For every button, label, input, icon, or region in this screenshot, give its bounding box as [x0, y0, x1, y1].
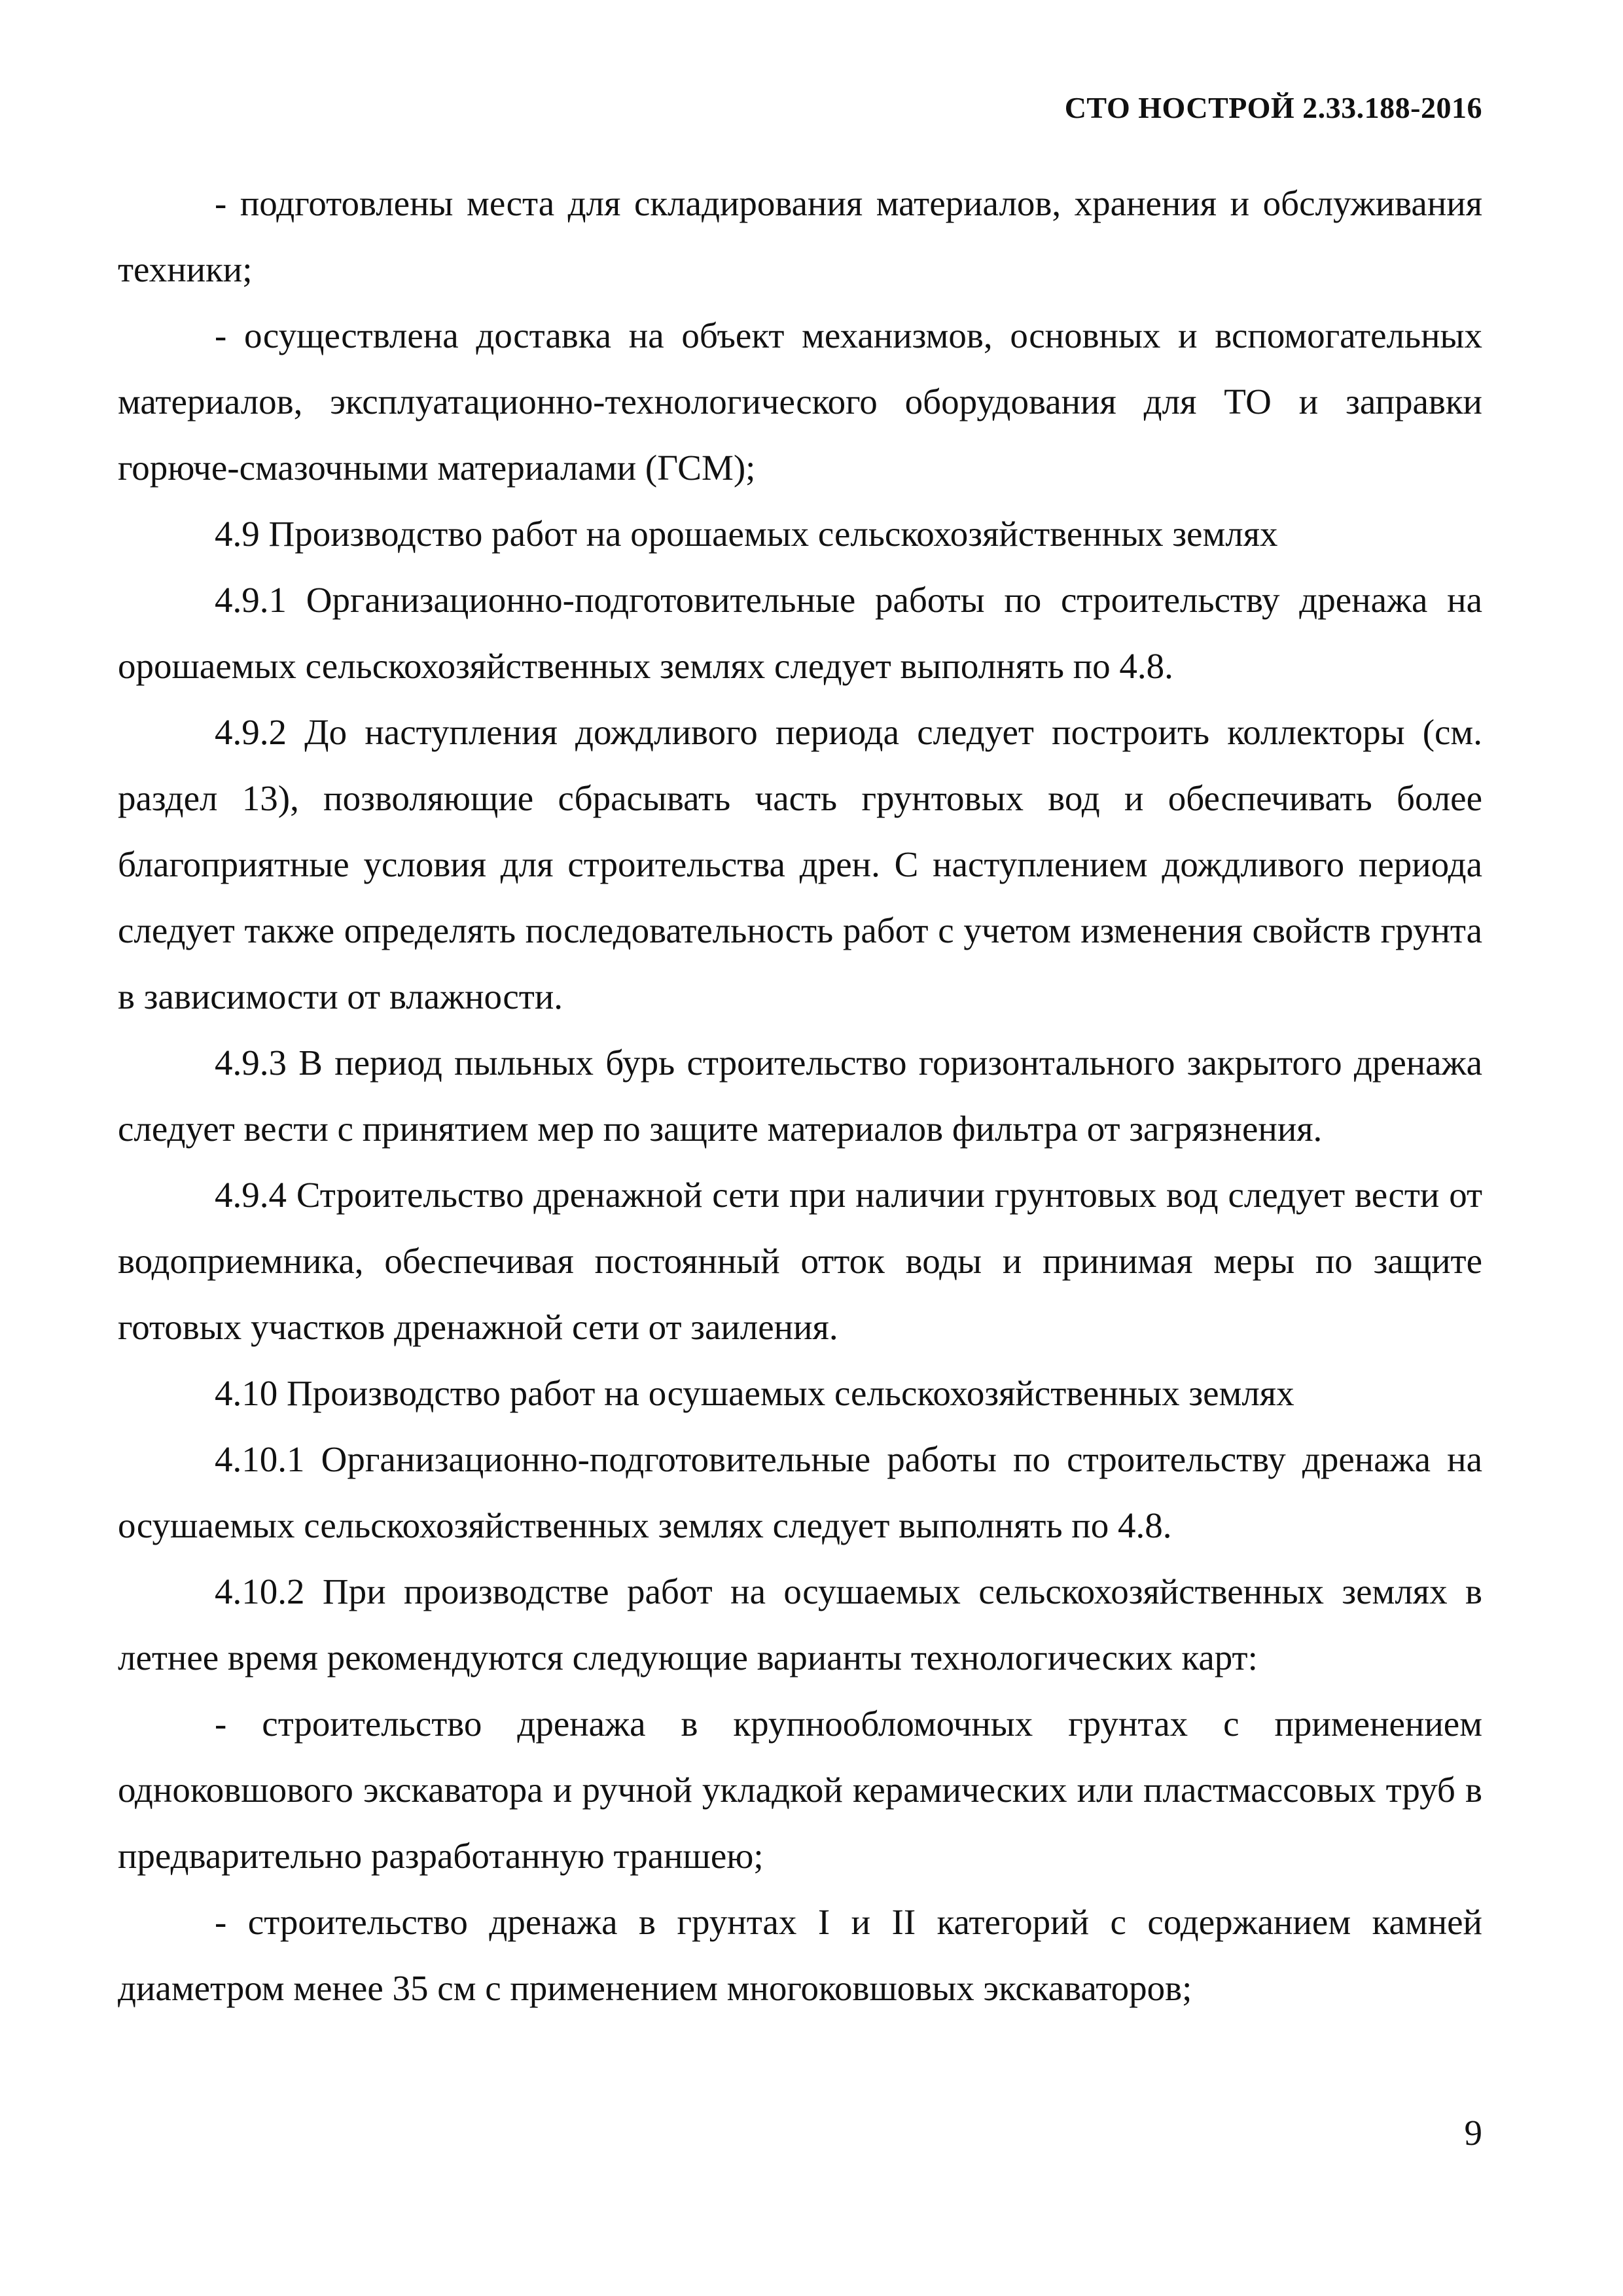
paragraph-delivery: - осуществлена доставка на объект механизмов, основных и вспомогательных материалов, эксплуатационно-технологического оборудования для ТО и заправки горюче-смазочными материалами (ГСМ);: [118, 315, 1482, 488]
section-heading-4-10: 4.10 Производство работ на осушаемых сельскохозяйственных землях: [215, 1373, 1294, 1413]
paragraph-4-10-1: 4.10.1 Организационно-подготовительные работы по строительству дренажа на осушаемых сельскохозяйственных землях следует выполнять по 4.8.: [118, 1439, 1482, 1545]
document-body: [118, 170, 1482, 2021]
list-item-multi-bucket: - строительство дренажа в грунтах I и II категорий с содержанием камней диаметром менее 35 см с применением многоковшовых экскаваторов;: [118, 1902, 1482, 2008]
page-number: 9: [1464, 2113, 1482, 2153]
section-heading-4-9: 4.9 Производство работ на орошаемых сельскохозяйственных землях: [215, 514, 1278, 554]
paragraph-storage-places: - подготовлены места для складирования материалов, хранения и обслуживания техники;: [118, 183, 1482, 289]
list-item-single-bucket: - строительство дренажа в крупнообломочных грунтах с применением одноковшового экскаватора и ручной укладкой керамических или пластмассовых труб в предварительно разработанную траншею;: [118, 1704, 1482, 1876]
paragraph-4-9-3: 4.9.3 В период пыльных бурь строительство горизонтального закрытого дренажа следует вести с принятием мер по защите материалов фильтра от загрязнения.: [118, 1043, 1482, 1149]
paragraph-4-9-1: 4.9.1 Организационно-подготовительные работы по строительству дренажа на орошаемых сельскохозяйственных землях следует выполнять по 4.8.: [118, 580, 1482, 686]
paragraph-4-10-2: 4.10.2 При производстве работ на осушаемых сельскохозяйственных землях в летнее время рекомендуются следующие варианты технологических карт:: [118, 1571, 1482, 1677]
paragraph-4-9-2: 4.9.2 До наступления дождливого периода следует построить коллекторы (см. раздел 13), позволяющие сбрасывать часть грунтовых вод и обеспечивать более благоприятные условия для строительства дрен. С наступлением дождливого периода следует также определять последовательность работ с учетом изменения свойств грунта в зависимости от влажности.: [118, 712, 1482, 1016]
document-header: СТО НОСТРОЙ 2.33.188-2016: [1064, 91, 1482, 124]
paragraph-4-9-4: 4.9.4 Строительство дренажной сети при наличии грунтовых вод следует вести от водоприемника, обеспечивая постоянный отток воды и принимая меры по защите готовых участков дренажной сети от заиления.: [118, 1175, 1482, 1347]
